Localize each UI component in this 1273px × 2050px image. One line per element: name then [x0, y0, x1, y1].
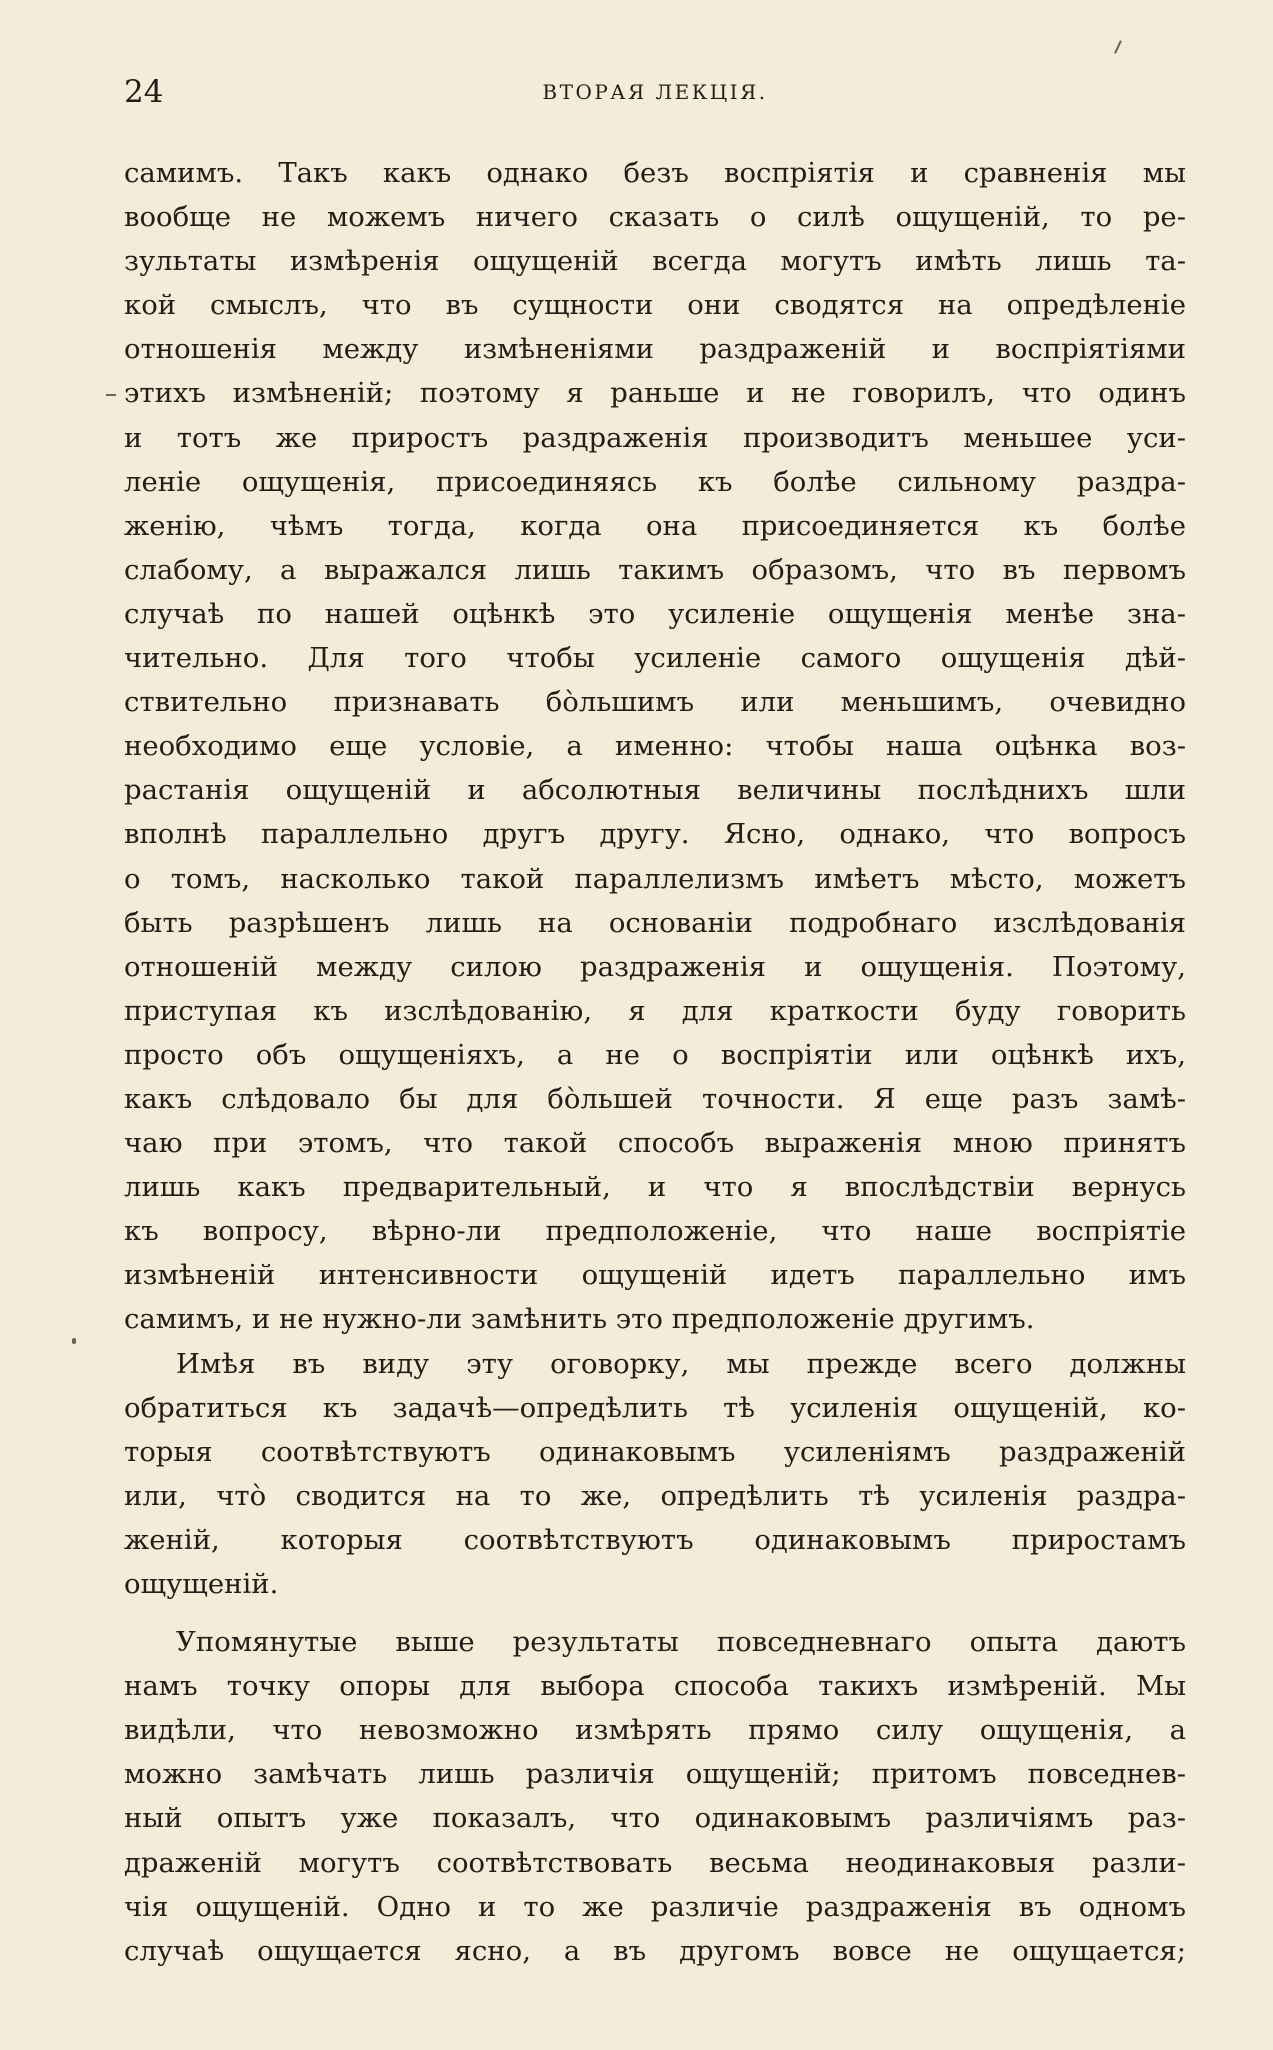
text-line: растанія ощущеній и абсолютныя величины послѣднихъ шли — [124, 774, 1186, 807]
text-line: вполнѣ параллельно другъ другу. Ясно, однако, что вопросъ — [124, 818, 1186, 851]
text-line: видѣли, что невозможно измѣрять прямо силу ощущенія, а — [124, 1714, 1186, 1747]
text-line: леніе ощущенія, присоединяясь къ болѣе сильному раздра- — [124, 465, 1186, 498]
body-text — [124, 151, 1186, 1973]
text-line: просто объ ощущеніяхъ, а не о воспріятіи или оцѣнкѣ ихъ, — [124, 1038, 1186, 1071]
text-line: измѣненій интенсивности ощущеній идетъ параллельно имъ — [124, 1259, 1186, 1292]
text-line: приступая къ изслѣдованію, я для краткости буду говорить — [124, 994, 1186, 1027]
text-line: слабому, а выражался лишь такимъ образомъ, что въ первомъ — [124, 553, 1186, 586]
text-line: чаю при этомъ, что такой способъ выраженія мною принятъ — [124, 1127, 1186, 1160]
running-title: ВТОРАЯ ЛЕКЦІЯ. — [542, 80, 768, 104]
text-line: женію, чѣмъ тогда, когда она присоединяется къ болѣе — [124, 509, 1186, 542]
text-line: о томъ, насколько такой параллелизмъ имѣетъ мѣсто, можетъ — [124, 862, 1186, 895]
text-line: ощущеній. — [124, 1568, 279, 1600]
text-line: какъ слѣдовало бы для бо̀льшей точности. Я еще разъ замѣ- — [124, 1082, 1186, 1115]
text-line: торыя соотвѣтствуютъ одинаковымъ усиленіямъ раздраженій — [124, 1435, 1186, 1468]
text-line: и тотъ же приростъ раздраженія производитъ меньшее уси- — [124, 421, 1186, 454]
text-line: Имѣя въ виду эту оговорку, мы прежде всего должны — [176, 1347, 1186, 1380]
text-line: этихъ измѣненій; поэтому я раньше и не говорилъ, что одинъ — [124, 377, 1186, 410]
margin-mark — [106, 394, 116, 396]
text-line: ствительно признавать бо̀льшимъ или меньшимъ, очевидно — [124, 686, 1186, 719]
text-line: лишь какъ предварительный, и что я впослѣдствіи вернусь — [124, 1171, 1186, 1204]
text-line: отношенія между измѣненіями раздраженій и воспріятіями — [124, 333, 1186, 366]
text-line: отношеній между силою раздраженія и ощущенія. Поэтому, — [124, 950, 1186, 983]
text-line: кой смыслъ, что въ сущности они сводятся на опредѣленіе — [124, 289, 1186, 322]
page-number: 24 — [124, 74, 164, 110]
text-line: самимъ, и не нужно-ли замѣнить это предположеніе другимъ. — [124, 1303, 1035, 1336]
text-line: быть разрѣшенъ лишь на основаніи подробнаго изслѣдованія — [124, 906, 1186, 939]
text-line: ный опытъ уже показалъ, что одинаковымъ различіямъ раз- — [124, 1802, 1186, 1835]
text-line: намъ точку опоры для выбора способа такихъ измѣреній. Мы — [124, 1670, 1186, 1703]
margin-mark — [72, 1338, 76, 1344]
paragraph-gap — [124, 1606, 1186, 1620]
text-line: или, что̀ сводится на то же, опредѣлить тѣ усиленія раздра- — [124, 1479, 1186, 1512]
margin-mark — [1114, 40, 1122, 54]
text-line: случаѣ по нашей оцѣнкѣ это усиленіе ощущенія менѣе зна- — [124, 597, 1186, 630]
text-line: обратиться къ задачѣ—опредѣлить тѣ усиленія ощущеній, ко- — [124, 1391, 1186, 1424]
text-line: случаѣ ощущается ясно, а въ другомъ вовсе не ощущается; — [124, 1934, 1186, 1967]
text-line: самимъ. Такъ какъ однако безъ воспріятія и сравненія мы — [124, 157, 1186, 189]
text-line: Упомянутые выше результаты повседневнаго опыта даютъ — [176, 1626, 1186, 1659]
text-line: зультаты измѣренія ощущеній всегда могутъ имѣть лишь та- — [124, 245, 1186, 278]
text-line: чія ощущеній. Одно и то же различіе раздраженія въ одномъ — [124, 1890, 1186, 1923]
text-line: драженій могутъ соотвѣтствовать весьма неодинаковыя разли- — [124, 1846, 1186, 1879]
text-line: чительно. Для того чтобы усиленіе самого ощущенія дѣй- — [124, 642, 1186, 675]
text-line: вообще не можемъ ничего сказать о силѣ ощущеній, то ре- — [124, 201, 1186, 234]
page-header — [124, 72, 1186, 112]
text-line: можно замѣчать лишь различія ощущеній; притомъ повседнев- — [124, 1758, 1186, 1791]
text-line: женій, которыя соотвѣтствуютъ одинаковымъ приростамъ — [124, 1523, 1186, 1556]
text-line: необходимо еще условіе, а именно: чтобы наша оцѣнка воз- — [124, 730, 1186, 763]
text-line: къ вопросу, вѣрно-ли предположеніе, что наше воспріятіе — [124, 1215, 1186, 1248]
